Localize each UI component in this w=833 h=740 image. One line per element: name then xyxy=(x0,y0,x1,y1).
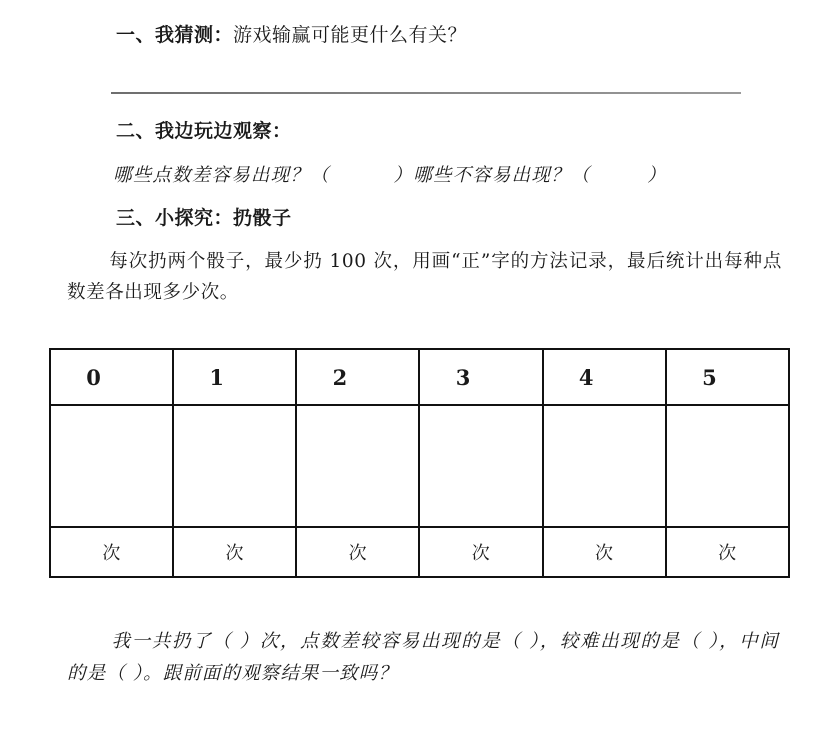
table-header-value-3: 3 xyxy=(455,364,471,390)
section-heading-explore-lead: 三、小探究：扔骰子 xyxy=(116,207,292,229)
tally-entry-cell-3[interactable] xyxy=(419,405,542,527)
closing-reflection-text: 我一共扔了（ ）次，点数差较容易出现的是（ ），较难出现的是（ ），中间的是（ ）。跟前面的观察结果一致吗？ xyxy=(67,631,779,684)
unit-cell-4: 次 xyxy=(543,527,666,577)
tally-entry-cell-0[interactable] xyxy=(50,405,173,527)
explore-instructions-line1: 每次扔两个骰子，最少扔 100 次，用画“正”字的方法记录， xyxy=(109,251,628,272)
tally-record-table xyxy=(49,348,790,578)
explore-instructions xyxy=(67,246,782,308)
table-header-value-2: 2 xyxy=(332,364,348,390)
closing-reflection-paragraph xyxy=(67,626,779,690)
answer-rule-divider xyxy=(111,92,741,94)
table-header-value-4: 4 xyxy=(578,364,594,390)
unit-cell-2: 次 xyxy=(296,527,419,577)
table-header-cell-2 xyxy=(296,349,419,405)
section-heading-guess-question: 游戏输赢可能更什么有关？ xyxy=(233,24,468,46)
table-header-value-0: 0 xyxy=(86,364,101,390)
table-row-tally-entry xyxy=(50,405,789,527)
table-header-value-1: 1 xyxy=(209,364,225,390)
tally-entry-cell-4[interactable] xyxy=(543,405,666,527)
section-heading-guess xyxy=(116,20,467,47)
section-heading-explore xyxy=(116,203,292,230)
tally-entry-cell-5[interactable] xyxy=(666,405,789,527)
table-header-value-5: 5 xyxy=(702,364,717,390)
section-heading-observe-lead: 二、我边玩边观察： xyxy=(116,120,292,142)
table-header-cell-5 xyxy=(666,349,789,405)
unit-cell-1: 次 xyxy=(173,527,296,577)
table-header-cell-1 xyxy=(173,349,296,405)
section-heading-observe xyxy=(116,116,292,143)
unit-cell-0: 次 xyxy=(50,527,173,577)
table-header-cell-0 xyxy=(50,349,173,405)
observe-question-line: 哪些点数差容易出现？（ ）哪些不容易出现？（ ） xyxy=(113,165,667,186)
unit-cell-3: 次 xyxy=(419,527,542,577)
unit-cell-5: 次 xyxy=(666,527,789,577)
tally-entry-cell-2[interactable] xyxy=(296,405,419,527)
table-row-header xyxy=(50,349,789,405)
table-row-unit xyxy=(50,527,789,577)
explore-instructions-line2: 最后统计出每种点数差各出现多少次。 xyxy=(67,251,782,303)
table-header-cell-4 xyxy=(543,349,666,405)
table-header-cell-3 xyxy=(419,349,542,405)
section-heading-guess-lead: 一、我猜测： xyxy=(116,24,234,46)
tally-entry-cell-1[interactable] xyxy=(173,405,296,527)
